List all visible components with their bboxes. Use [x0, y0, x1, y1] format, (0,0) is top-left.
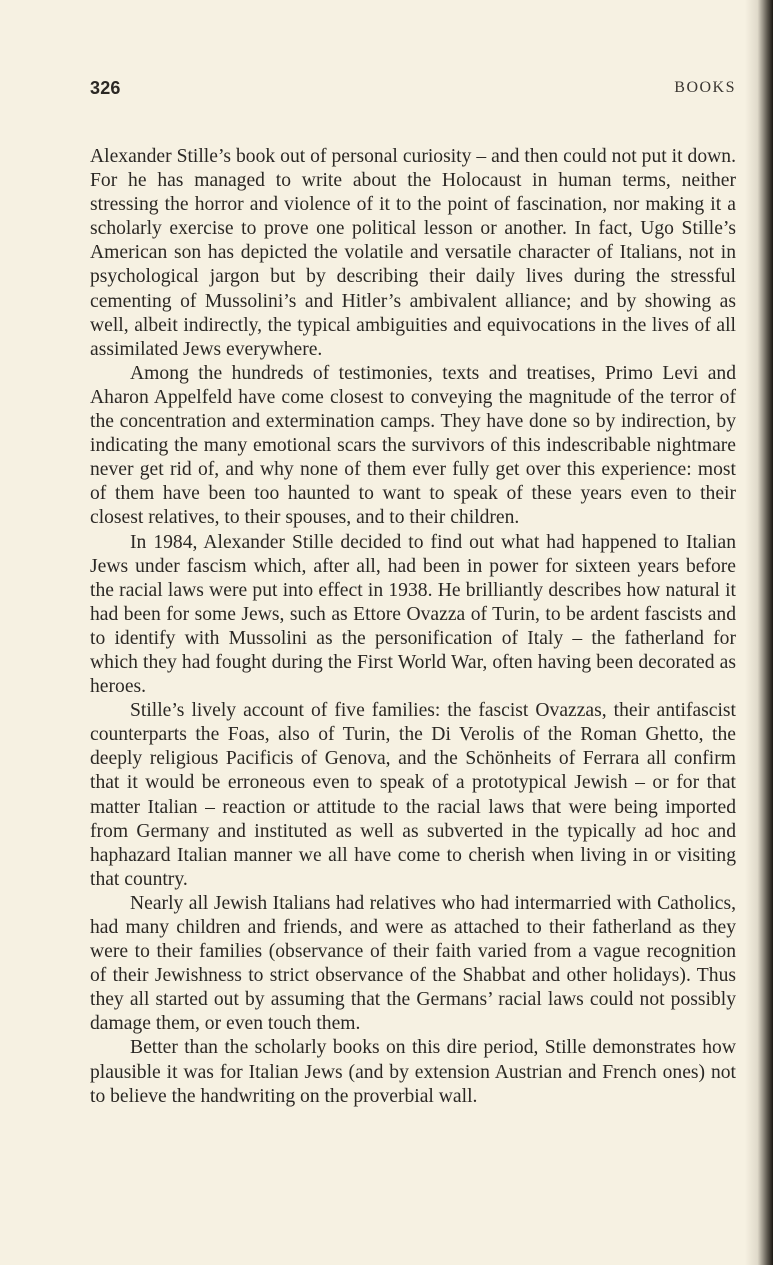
- paragraph: Nearly all Jewish Italians had relatives who had intermarried with Catholics, had many children and friends, and were as attached to their fatherland as they were to their families (observance of their faith varied from a vague recognition of their Jewishness to strict observance of the Shabbat and other holidays). Thus they all started out by assuming that the Germans’ racial laws could not possibly damage them, or even touch them.: [90, 892, 736, 1035]
- page-edge-shadow: [745, 0, 773, 1265]
- running-head: BOOKS: [674, 79, 736, 96]
- paragraph: In 1984, Alexander Stille decided to find out what had happened to Italian Jews under fascism which, after all, had been in power for sixteen years before the racial laws were put into effect in 1938. He brilliantly describes how natural it had been for some Jews, such as Ettore Ovazza of Turin, to be ardent fascists and to identify with Mussolini as the personification of Italy – the fatherland for which they had fought during the First World War, often having been decorated as heroes.: [90, 531, 736, 698]
- paragraph: Better than the scholarly books on this dire period, Stille demonstrates how plausible it was for Italian Jews (and by extension Austrian and French ones) not to believe the handwriting on the proverbial wall.: [90, 1037, 736, 1107]
- page-header: [90, 78, 736, 102]
- paragraph: Among the hundreds of testimonies, texts and treatises, Primo Levi and Aharon Appelfeld have come closest to conveying the magnitude of the terror of the concentration and extermination camps. They have done so by indirection, by indicating the many emotional scars the survivors of this indescribable nightmare never get rid of, and why none of them ever fully get over this experience: most of them have been too haunted to want to speak of these years even to their closest relatives, to their spouses, and to their children.: [90, 362, 736, 529]
- paragraph: Alexander Stille’s book out of personal curiosity – and then could not put it down. For he has managed to write about the Holocaust in human terms, neither stressing the horror and violence of it to the point of fascination, nor making it a scholarly exercise to prove one political lesson or another. In fact, Ugo Stille’s American son has depicted the volatile and versatile character of Italians, not in psychological jargon but by describing their daily lives during the stressful cementing of Mussolini’s and Hitler’s ambivalent alliance; and by showing as well, albeit indirectly, the typical ambiguities and equivocations in the lives of all assimilated Jews everywhere.: [90, 146, 736, 360]
- paragraph: Stille’s lively account of five families: the fascist Ovazzas, their antifascist counterparts the Foas, also of Turin, the Di Verolis of the Roman Ghetto, the deeply religious Pacificis of Genova, and the Schönheits of Ferrara all confirm that it would be erroneous even to speak of a prototypical Jewish – or for that matter Italian – reaction or attitude to the racial laws that were being imported from Germany and instituted as well as subverted in the typically ad hoc and haphazard Italian manner we all have come to cherish when living in or visiting that country.: [90, 700, 736, 890]
- body-text: [90, 145, 736, 1109]
- page-number: 326: [90, 78, 121, 98]
